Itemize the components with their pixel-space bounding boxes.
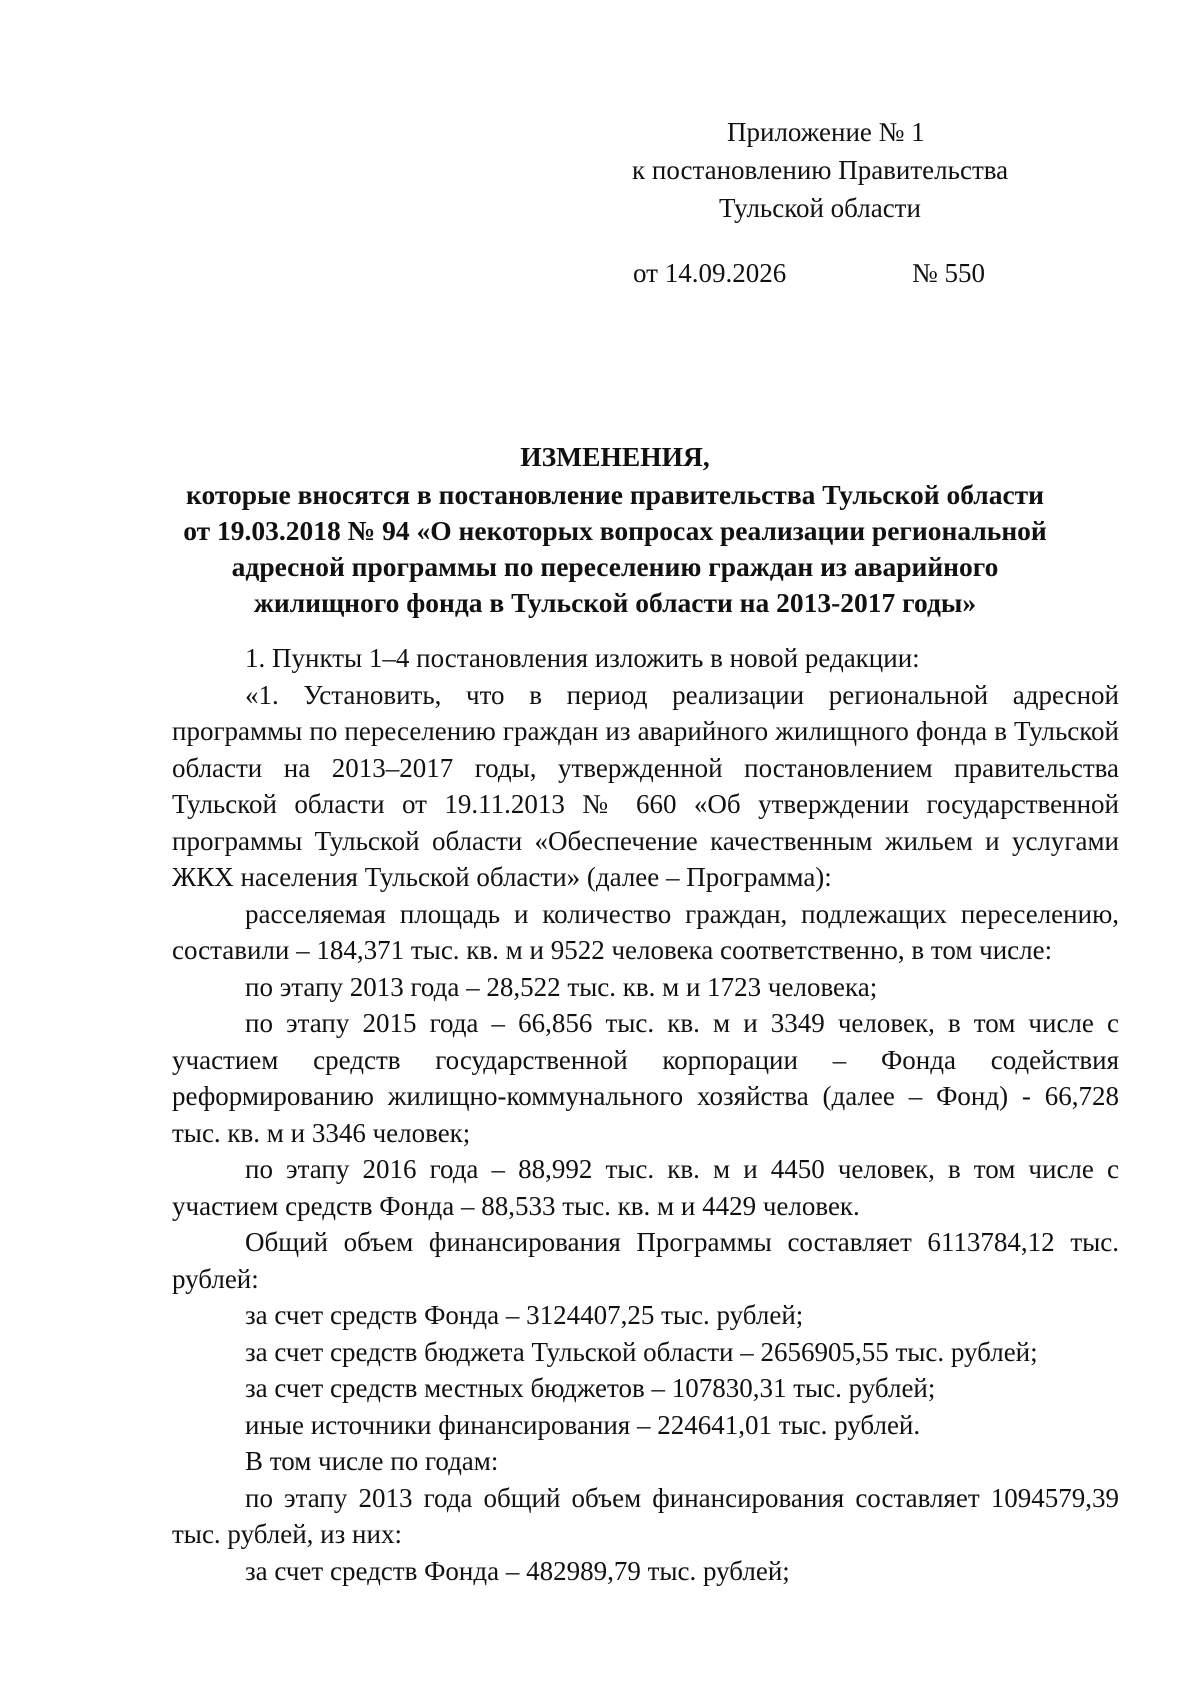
document-title xyxy=(150,439,1080,621)
paragraph: «1. Установить, что в период реализации региональной адресной программы по переселению граждан из аварийного жилищного фонда в Тульской области на 2013–2017 годы, утвержденной постановлением правительства Тульской области от 19.11.2013 № 660 «Об утверждении государственной программы Тульской области «Обеспечение качественным жильем и услугами ЖКХ населения Тульской области» (далее – Программа): xyxy=(172,679,1119,892)
appendix-region: Тульской области xyxy=(719,193,921,223)
title-line: адресной программы по переселению граждан из аварийного xyxy=(231,551,999,582)
title-heading: ИЗМЕНЕНИЯ, xyxy=(520,441,710,472)
title-line: от 19.03.2018 № 94 «О некоторых вопросах реализации региональной xyxy=(183,515,1047,546)
paragraph: за счет средств Фонда – 482989,79 тыс. рублей; xyxy=(245,1555,790,1586)
appendix-number: Приложение № 1 xyxy=(727,117,925,147)
appendix-reference: к постановлению Правительства xyxy=(632,155,1009,185)
paragraph: В том числе по годам: xyxy=(245,1446,499,1476)
title-line: жилищного фонда в Тульской области на 2013-2017 годы» xyxy=(253,587,977,618)
paragraph: по этапу 2013 года – 28,522 тыс. кв. м и 1723 человека; xyxy=(245,971,878,1002)
paragraph: по этапу 2013 года общий объем финансирования составляет 1094579,39 тыс. рублей, из них: xyxy=(172,1482,1119,1549)
title-line: которые вносятся в постановление правительства Тульской области xyxy=(185,479,1045,510)
paragraph: за счет средств бюджета Тульской области – 2656905,55 тыс. рублей; xyxy=(245,1336,1038,1367)
decree-date: от 14.09.2026 xyxy=(633,258,787,288)
appendix-header xyxy=(612,113,1132,292)
appendix-date-row xyxy=(612,254,1132,292)
paragraph: за счет средств местных бюджетов – 107830,31 тыс. рублей; xyxy=(245,1373,936,1403)
document-body xyxy=(172,640,1119,1589)
paragraph: Общий объем финансирования Программы составляет 6113784,12 тыс. рублей: xyxy=(172,1227,1119,1294)
decree-number: № 550 xyxy=(912,258,986,288)
paragraph: по этапу 2016 года – 88,992 тыс. кв. м и 4450 человек, в том числе с участием средств Фонда – 88,533 тыс. кв. м и 4429 человек. xyxy=(172,1154,1119,1221)
paragraph: иные источники финансирования – 224641,01 тыс. рублей. xyxy=(245,1409,921,1440)
paragraph: расселяемая площадь и количество граждан, подлежащих переселению, составили – 184,371 тыс. кв. м и 9522 человека соответственно, в том числе: xyxy=(172,898,1119,965)
paragraph: за счет средств Фонда – 3124407,25 тыс. рублей; xyxy=(245,1300,804,1330)
paragraph: 1. Пункты 1–4 постановления изложить в новой редакции: xyxy=(245,643,920,673)
paragraph: по этапу 2015 года – 66,856 тыс. кв. м и 3349 человек, в том числе с участием средств государственной корпорации – Фонда содействия реформированию жилищно-коммунального хозяйства (далее – Фонд) - 66,728 тыс. кв. м и 3346 человек; xyxy=(172,1008,1119,1148)
